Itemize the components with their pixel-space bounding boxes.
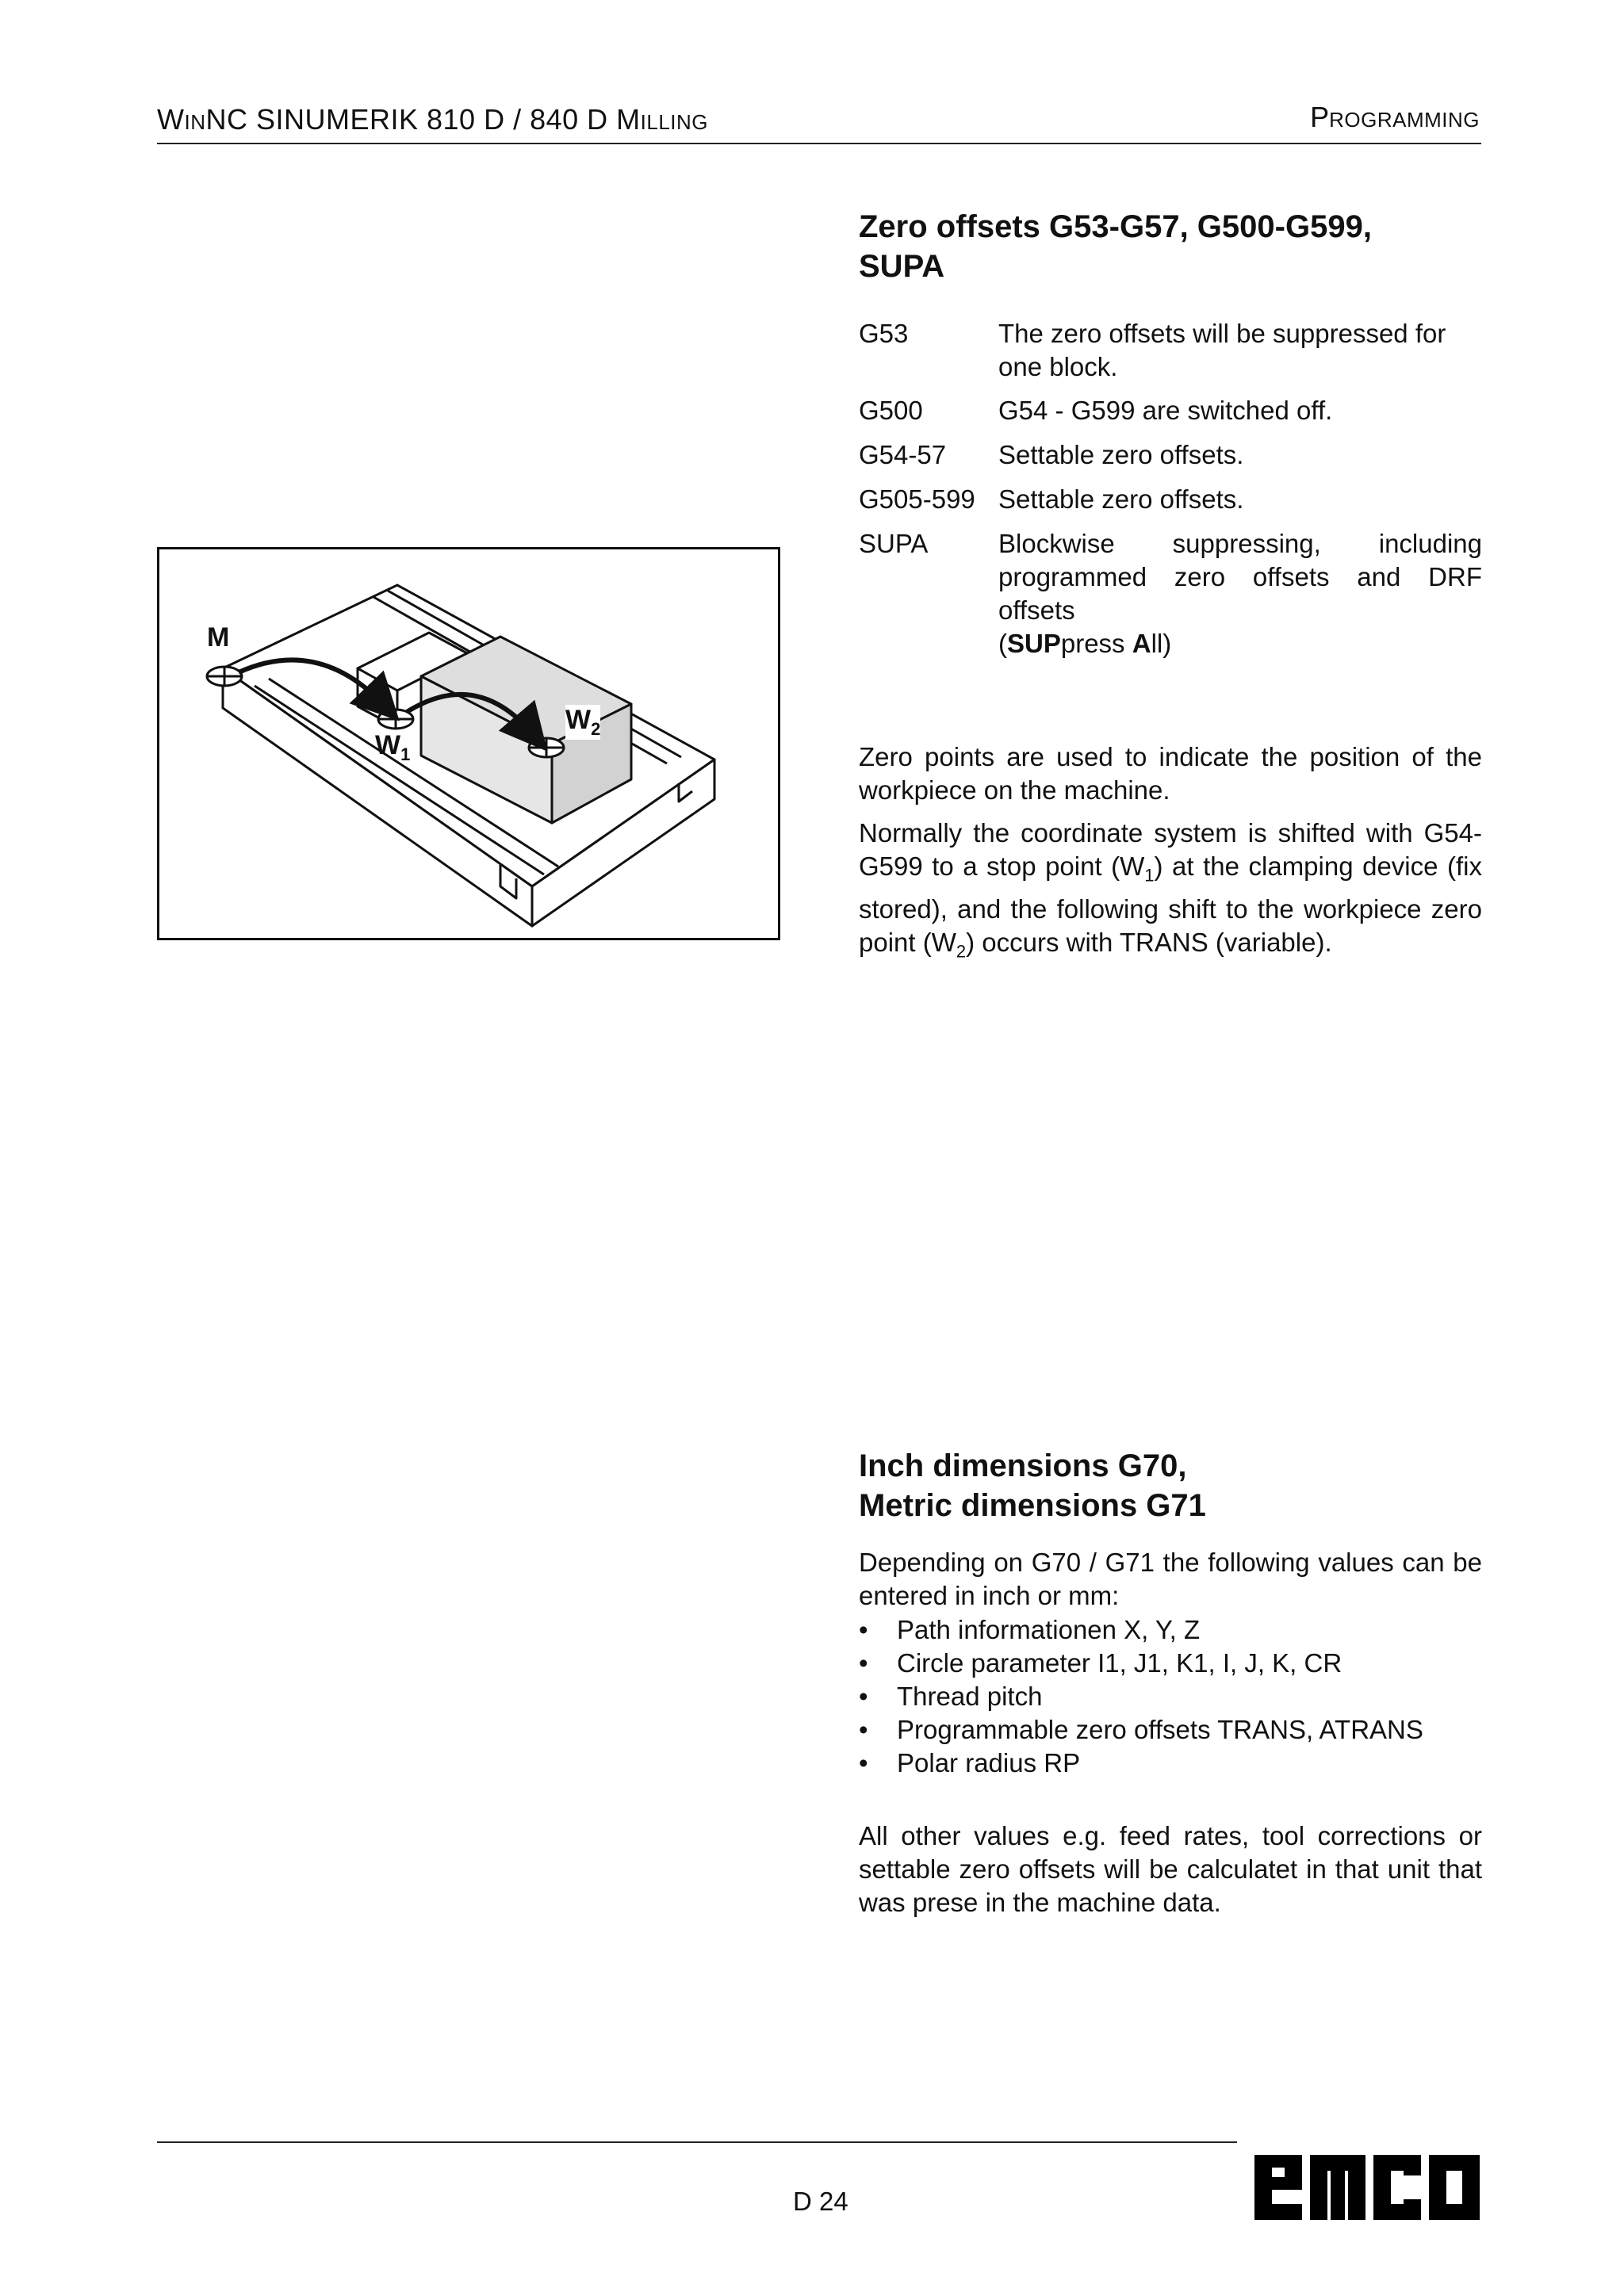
paragraph-zero-points: Zero points are used to indicate the position of the workpiece on the machine.: [859, 742, 1482, 805]
label-w1: $W_1$: [375, 730, 411, 764]
emco-logo-mark: [1253, 2145, 1483, 2221]
paragraph-g70-g71-intro: Depending on G70 / G71 the following values can be entered in inch or mm:: [859, 1548, 1482, 1610]
command-code: G53: [859, 319, 909, 348]
machine-table-illustration: [159, 549, 778, 938]
zero-offset-figure: [157, 547, 780, 940]
unit-dependent-values-list: [859, 1613, 1482, 1780]
command-code: SUPA: [859, 529, 929, 558]
command-description: Blockwise suppressing, including programmed zero offsets and DRF offsets (SUPpress All): [998, 529, 1482, 658]
machine-zero-symbol: [207, 667, 242, 686]
list-item: • Thread pitch: [859, 1682, 1043, 1711]
header-divider: [157, 143, 1481, 144]
command-description: The zero offsets will be suppressed for one block.: [998, 319, 1446, 381]
section-heading-inch-metric: Inch dimensions G70, Metric dimensions G71: [859, 1448, 1206, 1523]
section-heading-zero-offsets: Zero offsets G53-G57, G500-G599, SUPA: [859, 209, 1372, 284]
running-header-title: WINNC SINUMERIK 810 D / 840 D MILLING: [157, 103, 709, 136]
running-header-section: PROGRAMMING: [1310, 101, 1480, 133]
list-item: • Polar radius RP: [859, 1748, 1081, 1777]
page-number: D 24: [793, 2187, 848, 2216]
command-code: G500: [859, 396, 923, 425]
list-item: • Path informationen X, Y, Z: [859, 1615, 1201, 1644]
label-machine-zero: M: [207, 622, 230, 652]
paragraph-other-values: All other values e.g. feed rates, tool corrections or settable zero offsets will be calculatet in that unit that was prese in the machine data.: [859, 1821, 1482, 1917]
command-code: G505-599: [859, 484, 975, 514]
command-description: G54 - G599 are switched off.: [998, 396, 1333, 425]
command-row-g53: [859, 317, 1482, 385]
list-item: • Circle parameter I1, J1, K1, I, J, K, CR: [859, 1648, 1342, 1678]
w2-zero-symbol: [529, 738, 564, 757]
footer-divider: [157, 2141, 1237, 2143]
command-description: Settable zero offsets.: [998, 440, 1244, 469]
paragraph-coordinate-shift: Normally the coordinate system is shifted with G54-G599 to a stop point $(W_1)$ at the clamping device (fix stored), and the following shift to the workpiece zero point $(W_2)$ occurs with TRANS (variable).: [859, 818, 1482, 962]
command-code: G54-57: [859, 440, 947, 469]
list-item: • Programmable zero offsets TRANS, ATRANS: [859, 1715, 1423, 1744]
command-description: Settable zero offsets.: [998, 484, 1244, 514]
emco-logo: [1253, 2145, 1483, 2221]
label-w2: $W_2$: [565, 705, 601, 739]
